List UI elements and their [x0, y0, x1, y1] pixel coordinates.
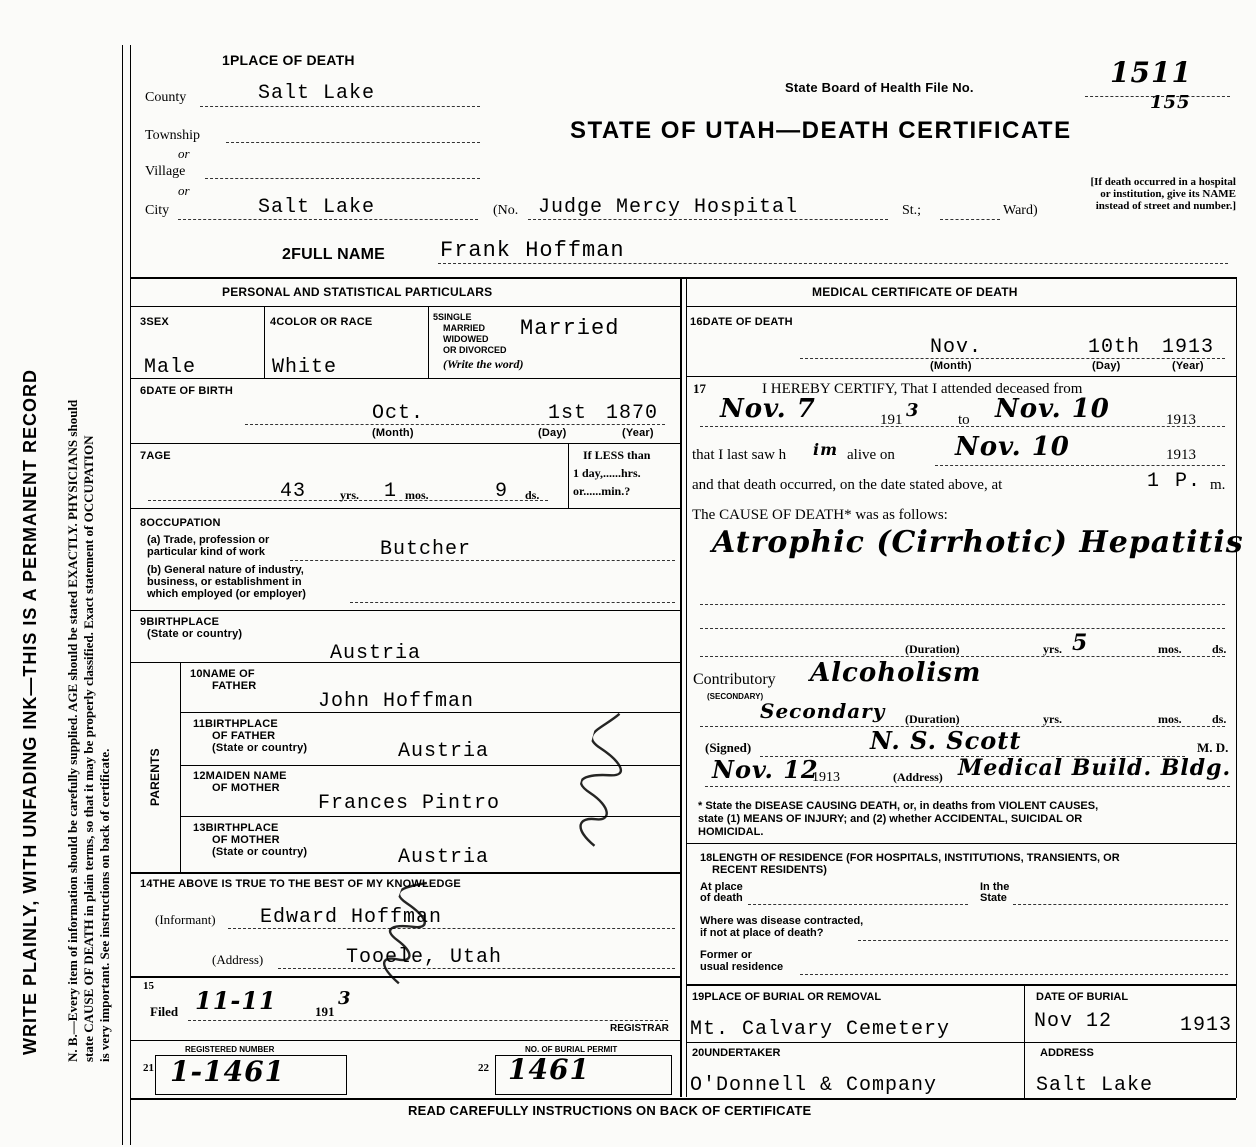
duration-ds-caption: ds. — [1212, 642, 1227, 656]
marital-label-4: OR DIVORCED — [443, 345, 507, 355]
ward-label: Ward) — [1003, 203, 1038, 218]
cause-note-line-2: state (1) MEANS OF INJURY; and (2) whether ACCIDENTAL, SUICIDAL OR — [698, 813, 1083, 825]
cause-note-line-1: * State the DISEASE CAUSING DEATH, or, in deaths from VIOLENT CAUSES, — [698, 800, 1099, 812]
side-note-line-1: N. B.—Every item of information should be carefully supplied. AGE should be stated EXACTLY. PHYSICIANS should — [65, 399, 80, 1062]
township-label: Township — [145, 128, 201, 143]
marital-write-note: (Write the word) — [443, 357, 524, 371]
duration-years: 5 — [1072, 630, 1089, 656]
at-place-label-2: of death — [700, 892, 743, 904]
informant-value: Edward Hoffman — [260, 906, 443, 929]
registered-number-index: 21 — [143, 1062, 154, 1074]
color-value: White — [272, 356, 338, 379]
informant-address-value: Tooele, Utah — [346, 946, 503, 969]
doctor-address-value: Medical Build. Bldg. — [958, 755, 1232, 781]
place-of-death-label: 1PLACE OF DEATH — [222, 52, 355, 68]
md-label: M. D. — [1197, 740, 1229, 755]
contributory-ds-caption: ds. — [1212, 712, 1227, 726]
or-label-2: or — [178, 183, 190, 198]
occupation-b-line-1: (b) General nature of industry, — [147, 564, 304, 576]
filed-year-prefix: 191 — [315, 1004, 335, 1019]
contributory-label: Contributory — [693, 671, 776, 688]
contributory-mos-caption: mos. — [1158, 712, 1182, 726]
death-occurred-text: and that death occurred, on the date stated above, at — [692, 477, 1003, 493]
age-months: 1 — [384, 480, 398, 503]
occupation-a-line-2: particular kind of work — [147, 546, 265, 558]
father-birthplace-label-2: OF FATHER — [212, 730, 276, 742]
side-note-line-3: is very important. See instructions on back of certificate. — [97, 748, 112, 1062]
occupation-value: Butcher — [380, 538, 472, 561]
registered-number-value: 1-1461 — [170, 1055, 286, 1088]
burial-date-label: DATE OF BURIAL — [1036, 991, 1129, 1003]
alive-on-label: alive on — [847, 447, 895, 463]
mother-birthplace-label-1: 13BIRTHPLACE — [193, 822, 279, 834]
last-saw-year: 1913 — [1166, 447, 1196, 463]
marital-value: Married — [520, 316, 620, 341]
street-no-label: (No. — [493, 203, 519, 218]
city-value: Salt Lake — [258, 196, 376, 219]
marital-label-1: 5SINGLE — [433, 312, 472, 322]
occupation-a-line-1: (a) Trade, profession or — [147, 534, 270, 546]
registrar-label: REGISTRAR — [610, 1023, 669, 1034]
left-border-inner — [130, 45, 131, 1145]
at-place-label-1: At place — [700, 881, 743, 893]
in-state-label-1: In the — [980, 881, 1010, 893]
father-birthplace-label-1: 11BIRTHPLACE — [193, 718, 278, 730]
medical-section-title: MEDICAL CERTIFICATE OF DEATH — [812, 285, 1018, 299]
mother-name-label-1: 12MAIDEN NAME — [193, 770, 287, 782]
county-label: County — [145, 90, 187, 105]
informant-address-label: (Address) — [212, 952, 264, 967]
certificate-title: STATE OF UTAH—DEATH CERTIFICATE — [570, 117, 1072, 144]
footer-instructions: READ CAREFULLY INSTRUCTIONS ON BACK OF CERTIFICATE — [408, 1103, 812, 1118]
cert-number: 17 — [693, 381, 706, 396]
father-name-label-2: FATHER — [212, 680, 257, 692]
dod-month-caption: (Month) — [930, 360, 972, 372]
age-less-label-2: 1 day,......hrs. — [573, 466, 641, 480]
informant-signature — [565, 705, 645, 852]
age-label: 7AGE — [140, 450, 171, 462]
contributory-yrs-caption: yrs. — [1043, 712, 1062, 726]
father-name-label-1: 10NAME OF — [190, 668, 255, 680]
dob-day: 1st — [548, 402, 588, 425]
father-name-value: John Hoffman — [318, 690, 475, 713]
left-border — [122, 45, 123, 1145]
file-no-label: State Board of Health File No. — [785, 80, 974, 95]
cause-of-death-label: The CAUSE OF DEATH* was as follows: — [692, 507, 948, 523]
true-statement-label: 14THE ABOVE IS TRUE TO THE BEST OF MY KNOWLEDGE — [140, 878, 461, 890]
file-no-sub: 155 — [1150, 92, 1191, 113]
secondary-label: (SECONDARY) — [707, 692, 764, 701]
undertaker-address-label: ADDRESS — [1040, 1047, 1094, 1059]
attended-to-year: 1913 — [1166, 412, 1196, 428]
attended-to-label: to — [958, 412, 970, 428]
burial-year: 1913 — [1180, 1014, 1233, 1037]
filed-number: 15 — [143, 980, 154, 992]
occupation-b-line-2: business, or establishment in — [147, 576, 302, 588]
birthplace-value: Austria — [330, 642, 422, 665]
contracted-label-2: if not at place of death? — [700, 927, 824, 939]
age-years: 43 — [280, 480, 307, 503]
sex-label: 3SEX — [140, 316, 169, 328]
age-less-label-1: If LESS than — [583, 448, 651, 462]
informant-label: (Informant) — [155, 912, 216, 927]
last-saw-date: Nov. 10 — [955, 432, 1070, 462]
dob-day-caption: (Day) — [538, 427, 567, 439]
dod-day-caption: (Day) — [1092, 360, 1121, 372]
contributory-value-secondary: Secondary — [760, 699, 886, 723]
marital-label-3: WIDOWED — [443, 334, 489, 344]
full-name-label: 2FULL NAME — [282, 246, 386, 263]
sex-value: Male — [144, 356, 197, 379]
burial-permit-index: 22 — [478, 1062, 489, 1074]
attended-from-date: Nov. 7 — [720, 394, 816, 424]
doctor-address-label: (Address) — [893, 770, 943, 784]
undertaker-value: O'Donnell & Company — [690, 1074, 938, 1097]
side-note-line-2: state CAUSE OF DEATH in plain terms, so that it may be properly classified. Exact statement of OCCUPATION — [81, 435, 96, 1062]
age-days: 9 — [495, 480, 509, 503]
undertaker-label: 20UNDERTAKER — [692, 1047, 781, 1059]
registered-number-label: REGISTERED NUMBER — [185, 1045, 275, 1054]
personal-section-title: PERSONAL AND STATISTICAL PARTICULARS — [222, 285, 493, 299]
father-birthplace-label-3: (State or country) — [212, 742, 308, 754]
residence-label: 18LENGTH OF RESIDENCE (FOR HOSPITALS, INSTITUTIONS, TRANSIENTS, OR — [700, 852, 1120, 864]
mother-birthplace-label-3: (State or country) — [212, 846, 308, 858]
st-label: St.; — [902, 203, 922, 218]
burial-permit-label: NO. OF BURIAL PERMIT — [525, 1045, 618, 1054]
undertaker-address-value: Salt Lake — [1036, 1074, 1154, 1097]
last-saw-label: that I last saw h — [692, 447, 787, 463]
death-occurred-time: 1 — [1147, 470, 1161, 493]
dod-month: Nov. — [930, 336, 983, 359]
or-label-1: or — [178, 146, 190, 161]
birthplace-label: 9BIRTHPLACE — [140, 616, 220, 628]
dob-year-caption: (Year) — [622, 427, 654, 439]
mother-birthplace-value: Austria — [398, 846, 490, 869]
full-name-value: Frank Hoffman — [440, 238, 625, 263]
residence-label-2: RECENT RESIDENTS) — [712, 864, 827, 876]
burial-date-value: Nov 12 — [1034, 1010, 1113, 1033]
signed-label: (Signed) — [705, 740, 752, 755]
dod-year: 1913 — [1162, 336, 1215, 359]
contracted-label-1: Where was disease contracted, — [700, 915, 864, 927]
mother-birthplace-label-2: OF MOTHER — [212, 834, 280, 846]
duration-label: (Duration) — [905, 642, 960, 656]
village-label: Village — [145, 164, 186, 179]
occupation-label: 8OCCUPATION — [140, 517, 221, 529]
filed-year-digit: 3 — [338, 988, 352, 1009]
contributory-value: Alcoholism — [810, 658, 982, 688]
hospital-value: Judge Mercy Hospital — [538, 196, 799, 219]
dob-year: 1870 — [606, 402, 659, 425]
county-value: Salt Lake — [258, 82, 376, 105]
dob-month-caption: (Month) — [372, 427, 414, 439]
cert-statement: I HEREBY CERTIFY, That I attended deceased from — [762, 381, 1083, 397]
father-birthplace-value: Austria — [398, 740, 490, 763]
dod-year-caption: (Year) — [1172, 360, 1204, 372]
side-permanent-record-text: WRITE PLAINLY, WITH UNFADING INK—THIS IS A PERMANENT RECORD — [20, 368, 40, 1055]
signed-date: Nov. 12 — [712, 755, 819, 784]
color-label: 4COLOR OR RACE — [270, 316, 373, 328]
dob-month: Oct. — [372, 402, 425, 425]
mother-name-value: Frances Pintro — [318, 792, 501, 815]
burial-place-value: Mt. Calvary Cemetery — [690, 1018, 951, 1041]
death-occurred-m: m. — [1210, 477, 1226, 493]
occupation-b-line-3: which employed (or employer) — [147, 588, 306, 600]
cause-note-line-3: HOMICIDAL. — [698, 826, 764, 838]
burial-permit-value: 1461 — [508, 1053, 590, 1086]
signed-value: N. S. Scott — [870, 726, 1022, 755]
duration-yrs-caption: yrs. — [1043, 642, 1062, 656]
file-no-value: 1511 — [1110, 56, 1192, 89]
dob-label: 6DATE OF BIRTH — [140, 385, 234, 397]
age-less-label-3: or......min.? — [573, 484, 631, 498]
contributory-duration-label: (Duration) — [905, 712, 960, 726]
signed-year: 1913 — [812, 770, 840, 785]
age-days-caption: ds. — [525, 488, 540, 502]
birthplace-sub-label: (State or country) — [147, 628, 243, 640]
in-state-label-2: State — [980, 892, 1007, 904]
former-residence-label-2: usual residence — [700, 961, 784, 973]
age-months-caption: mos. — [405, 488, 429, 502]
attended-from-year-digit: 3 — [906, 400, 920, 421]
former-residence-label-1: Former or — [700, 949, 752, 961]
cause-of-death-value: Atrophic (Cirrhotic) Hepatitis — [712, 525, 1244, 560]
hospital-note: [If death occurred in a hospital or institution, give its NAME instead of street and number.] — [1090, 176, 1236, 212]
filed-label: Filed — [150, 1004, 179, 1019]
mother-name-label-2: OF MOTHER — [212, 782, 280, 794]
dod-label: 16DATE OF DEATH — [690, 316, 793, 328]
attended-from-year-prefix: 191 — [880, 412, 903, 428]
death-occurred-pm: P. — [1175, 470, 1202, 493]
dod-day: 10th — [1088, 336, 1141, 359]
filed-value: 11-11 — [195, 986, 277, 1015]
duration-mos-caption: mos. — [1158, 642, 1182, 656]
burial-place-label: 19PLACE OF BURIAL OR REMOVAL — [692, 991, 882, 1003]
attended-to-date: Nov. 10 — [995, 394, 1110, 424]
last-saw-pronoun: im — [813, 440, 839, 459]
age-years-caption: yrs. — [340, 488, 359, 502]
marital-label-2: MARRIED — [443, 323, 485, 333]
city-label: City — [145, 203, 170, 218]
parents-vertical-label: PARENTS — [148, 748, 162, 806]
